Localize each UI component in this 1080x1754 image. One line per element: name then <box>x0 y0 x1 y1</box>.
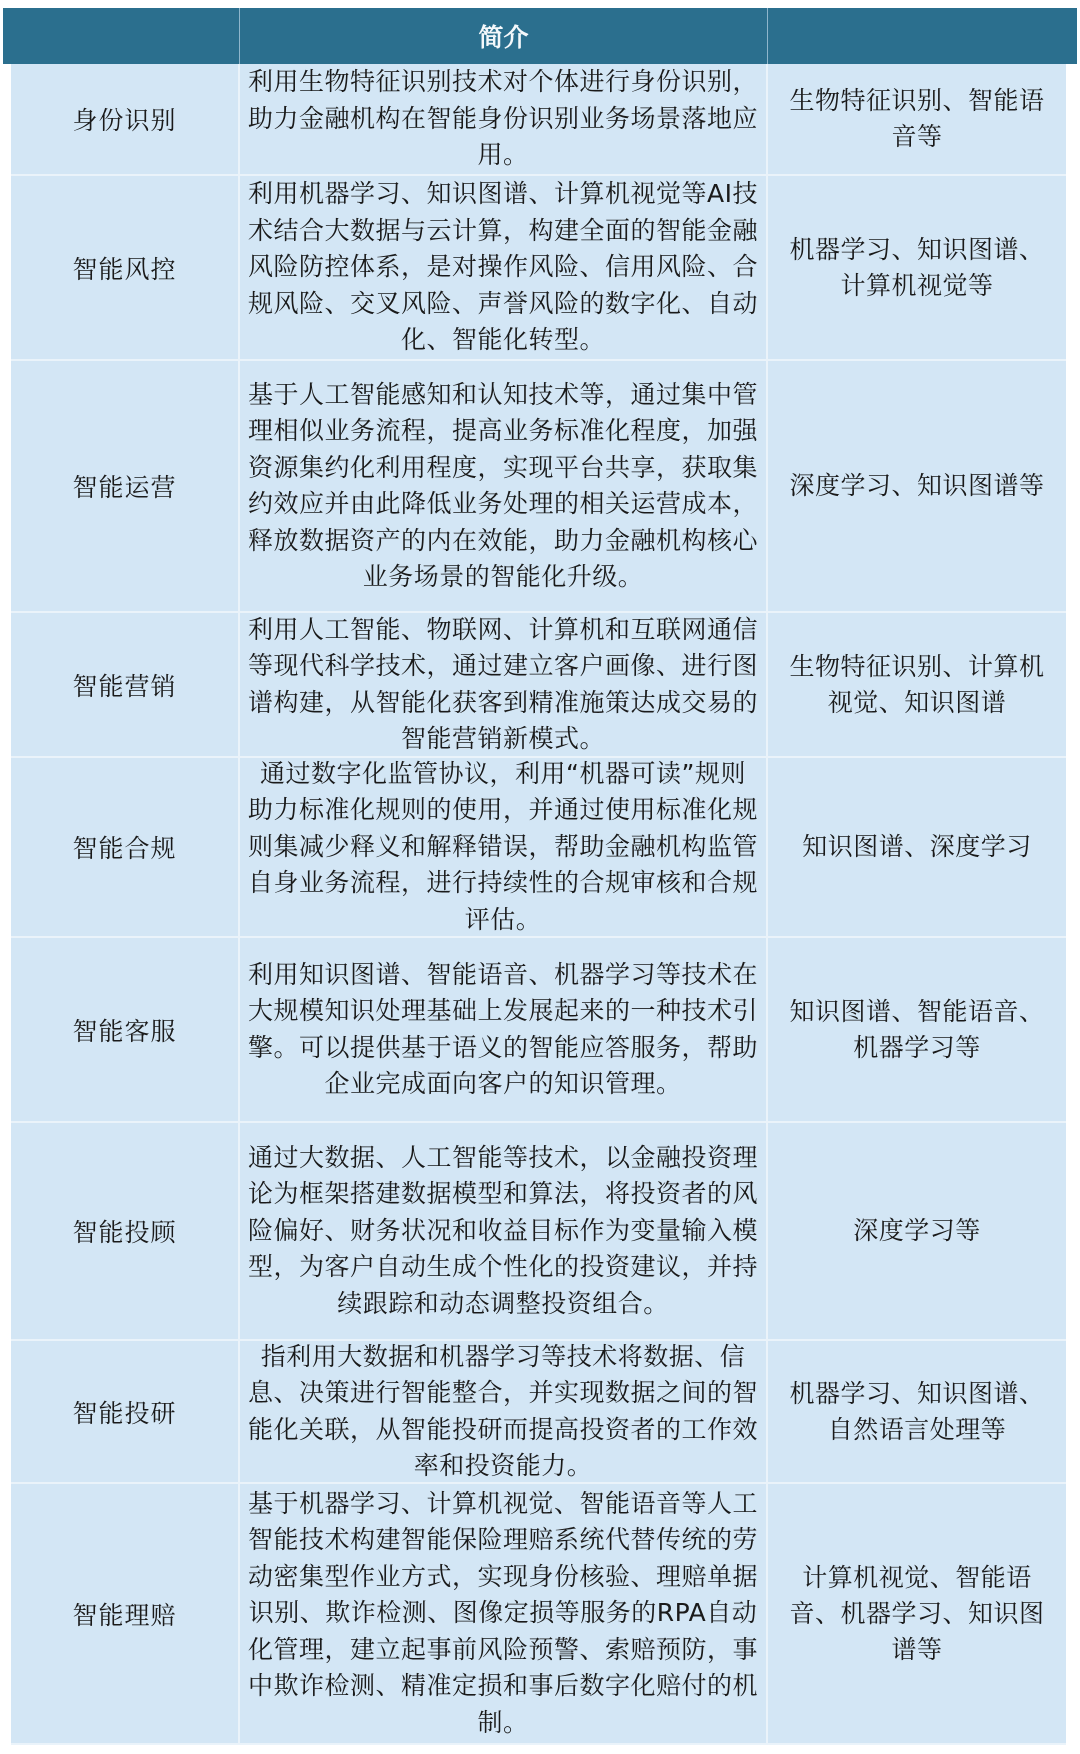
row-name-cell: 智能客服 <box>11 938 240 1123</box>
row-description-cell: 利用人工智能、物联网、计算机和互联网通信等现代科学技术，通过建立客户画像、进行图谱构建，从智能化获客到精准施策达成交易的智能营销新模式。 <box>240 613 768 758</box>
row-description-cell: 利用生物特征识别技术对个体进行身份识别，助力金融机构在智能身份识别业务场景落地应用。 <box>240 64 768 176</box>
row-technology-cell: 机器学习、知识图谱、自然语言处理等 <box>768 1341 1066 1484</box>
row-name-cell: 智能投研 <box>11 1341 240 1484</box>
row-description-cell: 利用机器学习、知识图谱、计算机视觉等AI技术结合大数据与云计算，构建全面的智能金融风险防控体系，是对操作风险、信用风险、合规风险、交叉风险、声誉风险的数字化、自动化、智能化转型。 <box>240 176 768 361</box>
header-cell-scenario <box>3 8 240 64</box>
row-name-cell: 智能理赔 <box>11 1484 240 1745</box>
row-technology-cell: 知识图谱、深度学习 <box>768 758 1066 938</box>
row-technology-cell: 知识图谱、智能语音、机器学习等 <box>768 938 1066 1123</box>
row-technology-cell: 深度学习、知识图谱等 <box>768 361 1066 613</box>
row-technology-cell: 深度学习等 <box>768 1123 1066 1341</box>
row-description-cell: 通过大数据、人工智能等技术，以金融投资理论为框架搭建数据模型和算法，将投资者的风险偏好、财务状况和收益目标作为变量输入模型，为客户自动生成个性化的投资建议，并持续跟踪和动态调整投资组合。 <box>240 1123 768 1341</box>
row-technology-cell: 生物特征识别、智能语音等 <box>768 64 1066 176</box>
row-description-cell: 基于机器学习、计算机视觉、智能语音等人工智能技术构建智能保险理赔系统代替传统的劳动密集型作业方式，实现身份核验、理赔单据识别、欺诈检测、图像定损等服务的RPA自动化管理，建立起事前风险预警、索赔预防，事中欺诈检测、精准定损和事后数字化赔付的机制。 <box>240 1484 768 1745</box>
row-description-cell: 利用知识图谱、智能语音、机器学习等技术在大规模知识处理基础上发展起来的一种技术引擎。可以提供基于语义的智能应答服务，帮助企业完成面向客户的知识管理。 <box>240 938 768 1123</box>
row-description-cell: 指利用大数据和机器学习等技术将数据、信息、决策进行智能整合，并实现数据之间的智能化关联，从智能投研而提高投资者的工作效率和投资能力。 <box>240 1341 768 1484</box>
row-name-cell: 智能投顾 <box>11 1123 240 1341</box>
table-header <box>3 8 1077 64</box>
row-name-cell: 智能营销 <box>11 613 240 758</box>
row-technology-cell: 计算机视觉、智能语音、机器学习、知识图谱等 <box>768 1484 1066 1745</box>
header-cell-summary: 简介 <box>240 8 768 64</box>
row-name-cell: 智能合规 <box>11 758 240 938</box>
table-body <box>11 64 1066 1745</box>
row-technology-cell: 机器学习、知识图谱、计算机视觉等 <box>768 176 1066 361</box>
header-cell-technology <box>768 8 1077 64</box>
row-name-cell: 智能风控 <box>11 176 240 361</box>
row-description-cell: 基于人工智能感知和认知技术等，通过集中管理相似业务流程，提高业务标准化程度，加强资源集约化利用程度，实现平台共享，获取集约效应并由此降低业务处理的相关运营成本，释放数据资产的内在效能，助力金融机构核心业务场景的智能化升级。 <box>240 361 768 613</box>
row-name-cell: 智能运营 <box>11 361 240 613</box>
row-description-cell: 通过数字化监管协议，利用“机器可读”规则助力标准化规则的使用，并通过使用标准化规则集减少释义和解释错误，帮助金融机构监管自身业务流程，进行持续性的合规审核和合规评估。 <box>240 758 768 938</box>
row-technology-cell: 生物特征识别、计算机视觉、知识图谱 <box>768 613 1066 758</box>
row-name-cell: 身份识别 <box>11 64 240 176</box>
